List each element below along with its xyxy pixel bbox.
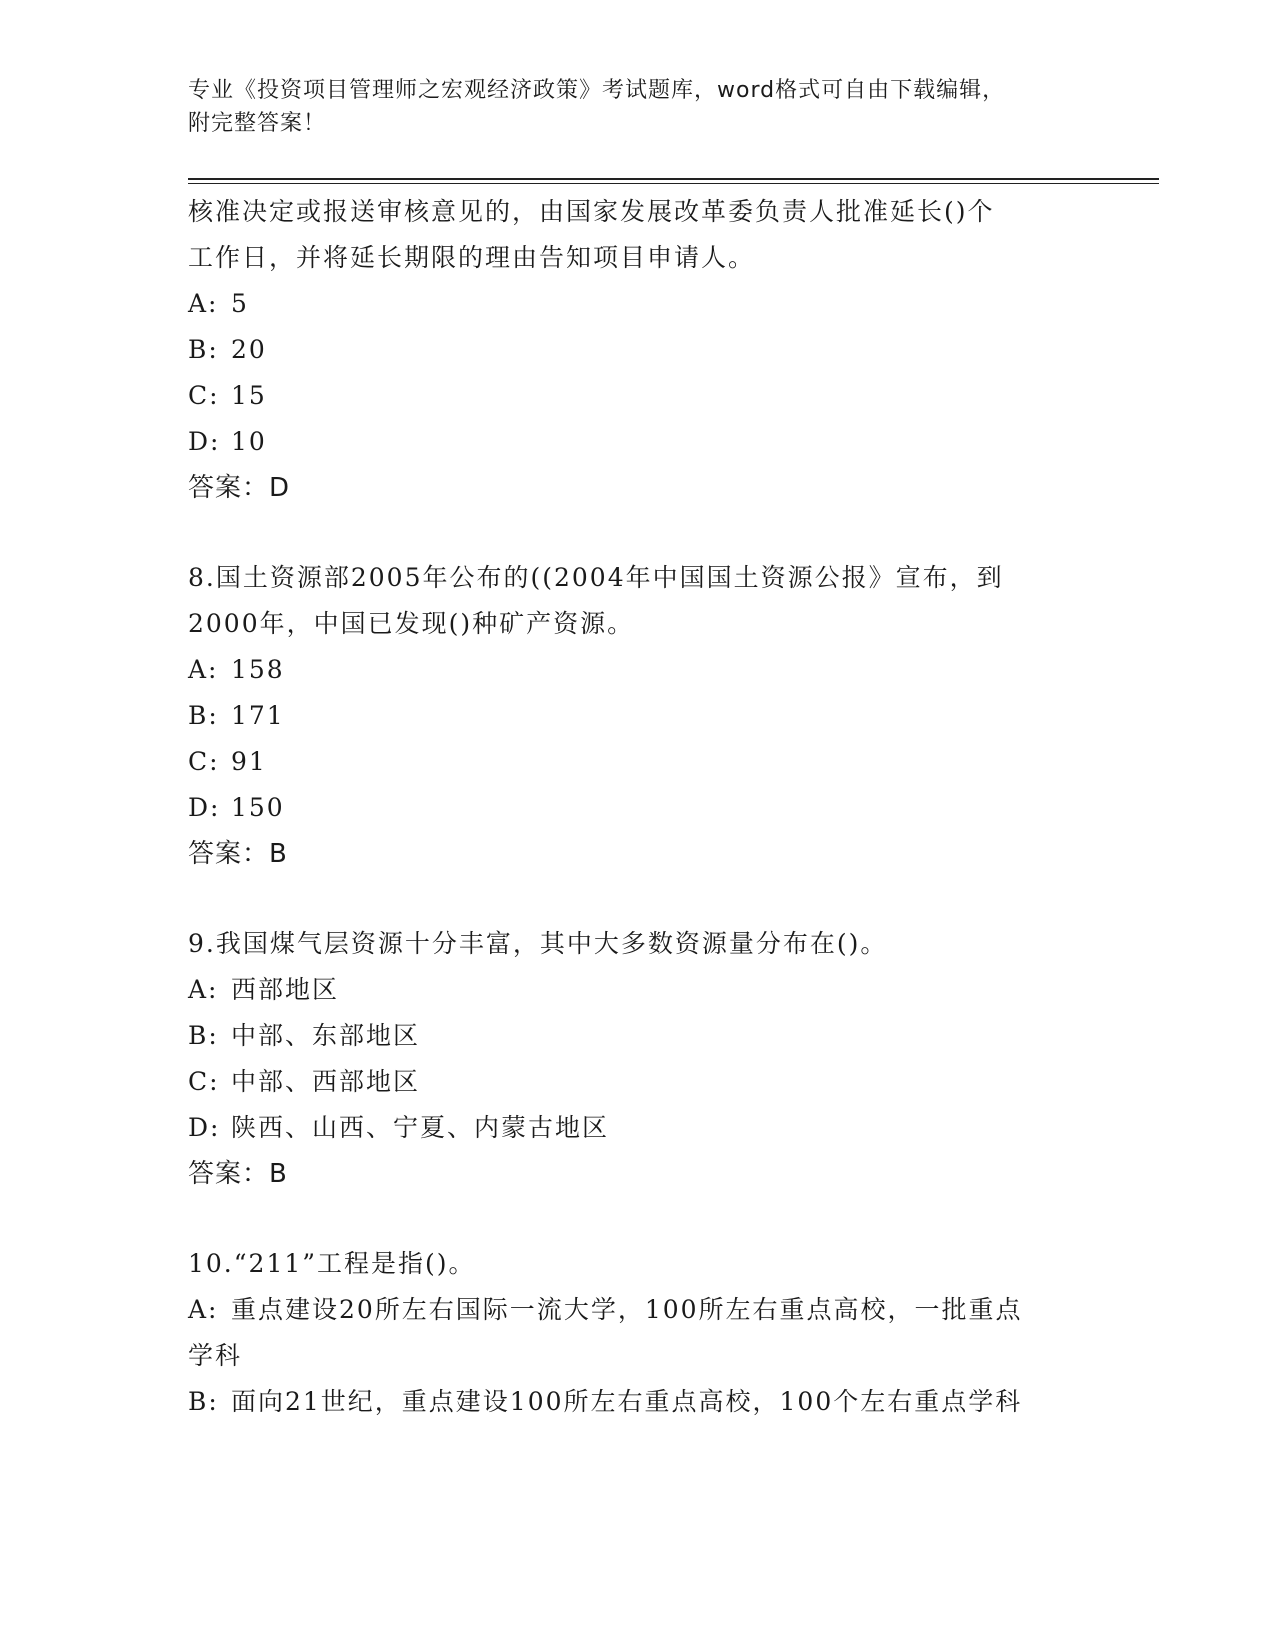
option-label: D: [188, 793, 221, 822]
question-stem: 10.“211”工程是指()。 [188, 1249, 476, 1278]
question-stem: 9.我国煤气层资源十分丰富，其中大多数资源量分布在()。 [188, 929, 888, 958]
option-d [188, 419, 1088, 465]
header-line-1: 专业《投资项目管理师之宏观经济政策》考试题库，word格式可自由下载编辑， [188, 78, 1006, 103]
option-text: 中部、西部地区 [231, 1067, 421, 1096]
option-text: 重点建设20所左右国际一流大学，100所左右重点高校，一批重点 [231, 1295, 1023, 1324]
document-header [188, 74, 1088, 140]
option-label: A: [188, 975, 219, 1004]
option-c [188, 373, 1088, 419]
option-label: A: [188, 1295, 219, 1324]
option-text: 面向21世纪，重点建设100所左右重点高校，100个左右重点学科 [231, 1387, 1023, 1416]
answer-text: 答案：B [188, 1159, 288, 1189]
option-label: B: [188, 1387, 219, 1416]
option-a-continued [188, 1333, 1088, 1379]
option-text: 171 [231, 701, 285, 730]
question-9 [188, 921, 1088, 1197]
answer-text: 答案：D [188, 473, 291, 503]
option-label: A: [188, 289, 219, 318]
option-label: C: [188, 747, 220, 776]
option-label: D: [188, 427, 221, 456]
question-stem: 工作日，并将延长期限的理由告知项目申请人。 [188, 243, 756, 272]
answer-text: 答案：B [188, 839, 288, 869]
option-c [188, 739, 1088, 785]
option-a [188, 967, 1088, 1013]
question-10 [188, 1241, 1088, 1425]
question-list [188, 189, 1088, 1469]
question-8 [188, 555, 1088, 877]
option-label: C: [188, 381, 220, 410]
option-d [188, 785, 1088, 831]
option-a [188, 647, 1088, 693]
option-text: 西部地区 [231, 975, 340, 1004]
option-label: B: [188, 335, 219, 364]
question-7 [188, 189, 1088, 511]
option-b [188, 1013, 1088, 1059]
option-text: 20 [231, 335, 267, 364]
option-text: 15 [231, 381, 267, 410]
option-b [188, 1379, 1088, 1425]
question-stem: 核准决定或报送审核意见的，由国家发展改革委负责人批准延长()个 [188, 197, 995, 226]
option-text: 150 [231, 793, 285, 822]
option-label: A: [188, 655, 219, 684]
option-label: D: [188, 1113, 221, 1142]
option-label: B: [188, 1021, 219, 1050]
option-text: 10 [231, 427, 267, 456]
option-d [188, 1105, 1088, 1151]
option-c [188, 1059, 1088, 1105]
option-label: C: [188, 1067, 220, 1096]
option-text: 陕西、山西、宁夏、内蒙古地区 [231, 1113, 610, 1142]
option-a [188, 281, 1088, 327]
option-text: 158 [231, 655, 285, 684]
option-a [188, 1287, 1088, 1333]
option-b [188, 327, 1088, 373]
option-b [188, 693, 1088, 739]
header-line-2: 附完整答案！ [188, 111, 327, 136]
option-text: 学科 [188, 1341, 243, 1370]
question-stem: 2000年，中国已发现()种矿产资源。 [188, 609, 635, 638]
header-rule-thick [188, 178, 1159, 180]
option-text: 5 [231, 289, 249, 318]
option-text: 中部、东部地区 [231, 1021, 421, 1050]
header-rule-thin [188, 183, 1159, 184]
question-stem: 8.国土资源部2005年公布的((2004年中国国土资源公报》宣布，到 [188, 563, 1004, 592]
option-text: 91 [231, 747, 267, 776]
option-label: B: [188, 701, 219, 730]
